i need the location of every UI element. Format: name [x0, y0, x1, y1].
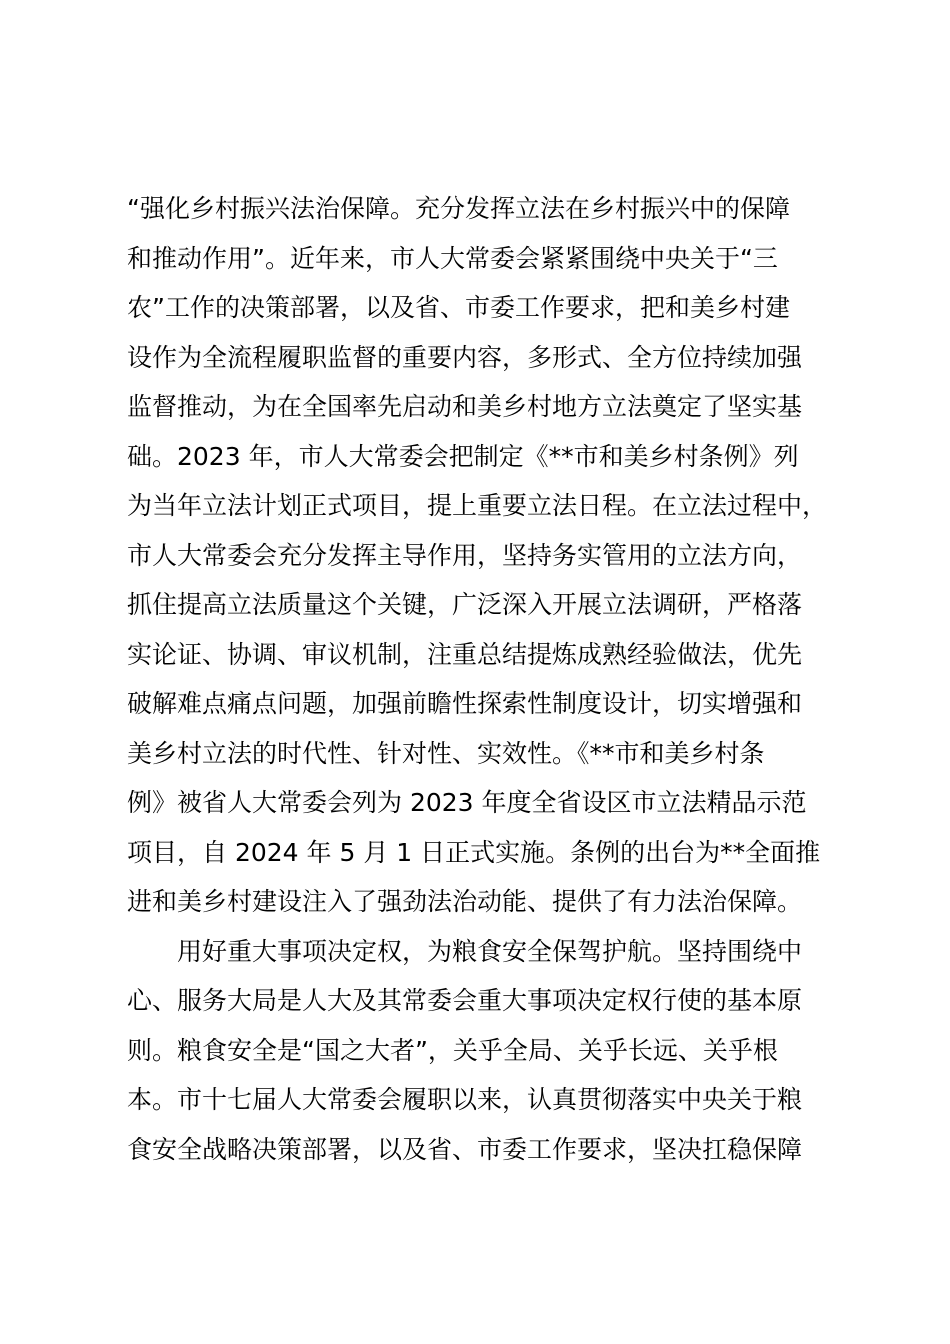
paragraph-legislation: [127, 184, 847, 927]
text-line: 破解难点痛点问题，加强前瞻性探索性制度设计，切实增强和: [127, 689, 803, 718]
text-line: 实论证、协调、审议机制，注重总结提炼成熟经验做法，优先: [127, 639, 803, 669]
text-line: 食安全战略决策部署，以及省、市委工作要求，坚决扛稳保障: [127, 1134, 803, 1164]
text-line: 市人大常委会充分发挥主导作用，坚持务实管用的立法方向，: [127, 540, 803, 570]
text-line: 项目，自 2024 年 5 月 1 日正式实施。条例的出台为**全面推: [127, 837, 821, 867]
text-line: 设作为全流程履职监督的重要内容，多形式、全方位持续加强: [127, 342, 803, 372]
text-line: 监督推动，为在全国率先启动和美乡村地方立法奠定了坚实基: [127, 392, 803, 421]
text-line: 例》被省人大常委会列为 2023 年度全省设区市立法精品示范: [127, 788, 807, 817]
text-line: 础。2023 年，市人大常委会把制定《**市和美乡村条例》列: [127, 441, 799, 471]
text-line: 和推动作用”。近年来，市人大常委会紧紧围绕中央关于“三: [127, 243, 778, 273]
text-line: 本。市十七届人大常委会履职以来，认真贯彻落实中央关于粮: [127, 1085, 803, 1114]
text-line: 美乡村立法的时代性、针对性、实效性。《**市和美乡村条: [127, 738, 765, 768]
text-line: “强化乡村振兴法治保障。充分发挥立法在乡村振兴中的保障: [127, 194, 790, 223]
paragraph-food-security: [127, 927, 847, 1175]
text-line: 农”工作的决策部署，以及省、市委工作要求，把和美乡村建: [127, 293, 790, 322]
document-body: [127, 184, 847, 1174]
text-line: 则。粮食安全是“国之大者”，关乎全局、关乎长远、关乎根: [127, 1035, 778, 1065]
text-line: 心、服务大局是人大及其常委会重大事项决定权行使的基本原: [127, 986, 803, 1015]
text-line-first: 用好重大事项决定权，为粮食安全保驾护航。坚持围绕中: [177, 936, 803, 966]
text-line: 抓住提高立法质量这个关键，广泛深入开展立法调研，严格落: [127, 590, 803, 619]
text-line: 为当年立法计划正式项目，提上重要立法日程。在立法过程中，: [127, 491, 828, 520]
text-line: 进和美乡村建设注入了强劲法治动能、提供了有力法治保障。: [127, 887, 803, 916]
